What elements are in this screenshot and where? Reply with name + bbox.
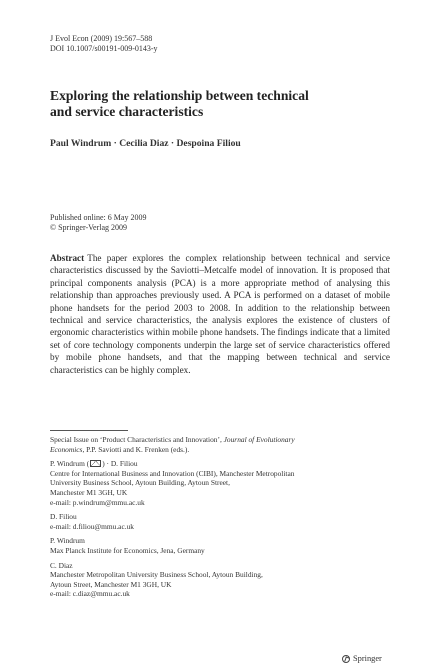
special-issue-prefix: Special Issue on ‘Product Characteristics and Innovation’, [50, 435, 224, 444]
title-line-2: and service characteristics [50, 104, 204, 119]
affil4-line-2: Aytoun Street, Manchester M1 3GH, UK [50, 579, 172, 589]
corresponding-author-mail-icon [90, 460, 101, 467]
affil3-line-1: Max Planck Institute for Economics, Jena, Germany [50, 545, 205, 555]
affil2-email: e-mail: d.filiou@mmu.ac.uk [50, 521, 134, 531]
copyright: © Springer-Verlag 2009 [50, 223, 128, 232]
abstract-text: The paper explores the complex relationship between technical and service characteristics discussed by the Saviotti–Metcalfe model of innovation. It is proposed that principal components analysis (PCA) is a more appropriate method of analysing this relationship than approaches previously used. A PCA is performed on a dataset of mobile phone handsets for the period 2003 to 2008. In addition to the relationship between technical and service characteristics, the analysis explores the existence of clusters of ergonomic characteristics within mobile phone handsets. The findings indicate that a limited set of core technology components underpin the large set of service characteristics offered by mobile phone handsets, and that the mapping between technical and service characteristics can be highly complex. [50, 253, 390, 375]
special-issue-journal-cont: Economics [50, 444, 83, 454]
special-issue-note [50, 435, 390, 454]
affil1-author-filiou: ) · D. Filiou [102, 459, 138, 469]
published-date: Published online: 6 May 2009 [50, 213, 147, 222]
affil4-line-1: Manchester Metropolitan University Business School, Aytoun Building, [50, 570, 263, 580]
abstract [50, 252, 390, 376]
abstract-label: Abstract [50, 253, 85, 263]
affil2-author: D. Filiou [50, 512, 77, 522]
author-list: Paul Windrum · Cecilia Diaz · Despoina Filiou [50, 138, 241, 149]
affil3-author: P. Windrum [50, 536, 85, 546]
affil1-line-2: University Business School, Aytoun Building, Aytoun Street, [50, 478, 230, 488]
affiliation-cibi [50, 459, 390, 507]
journal-header [50, 34, 158, 54]
affil1-line-3: Manchester M1 3GH, UK [50, 487, 128, 497]
title-line-1: Exploring the relationship between technical [50, 88, 309, 103]
affiliation-filiou [50, 512, 390, 531]
special-issue-editors: , P.P. Saviotti and K. Frenken (eds.). [82, 444, 190, 454]
publisher-name: Springer [353, 654, 382, 663]
affil4-email: e-mail: c.diaz@mmu.ac.uk [50, 589, 130, 599]
springer-logo-icon [342, 655, 350, 663]
publication-info [50, 213, 146, 233]
affiliation-diaz [50, 561, 390, 599]
affil1-line-1: Centre for International Business and Innovation (CIBI), Manchester Metropolitan [50, 468, 295, 478]
footnote-divider [50, 430, 128, 431]
special-issue-journal: Journal of Evolutionary [223, 435, 295, 444]
journal-citation: J Evol Econ (2009) 19:567–588 [50, 34, 153, 43]
article-title [50, 88, 380, 120]
publisher-mark [342, 654, 382, 663]
affil1-author-windrum: P. Windrum ( [50, 459, 90, 469]
affiliation-max-planck [50, 536, 390, 555]
footnotes [50, 435, 390, 604]
affil1-email: e-mail: p.windrum@mmu.ac.uk [50, 497, 145, 507]
doi: DOI 10.1007/s00191-009-0143-y [50, 44, 158, 53]
affil4-author: C. Diaz [50, 560, 73, 570]
